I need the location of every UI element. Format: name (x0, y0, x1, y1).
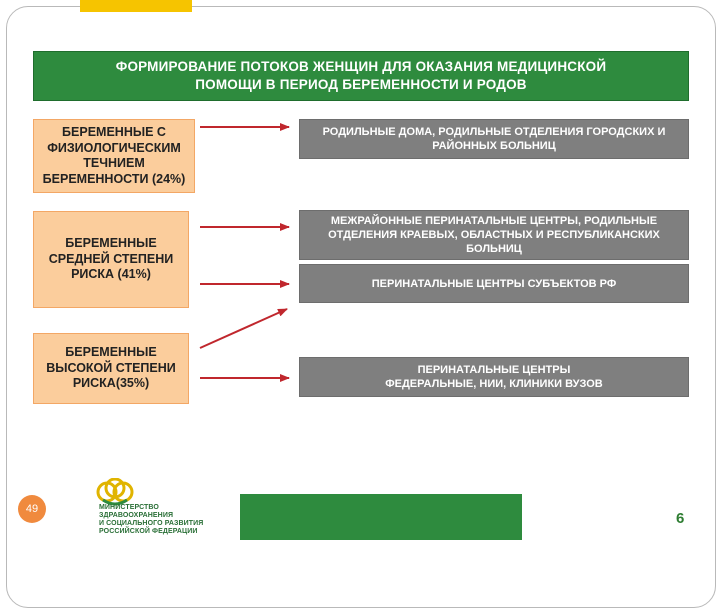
group-label: БЕРЕМЕННЫЕ ВЫСОКОЙ СТЕПЕНИ РИСКА(35%) (46, 345, 176, 391)
arrow-high-risk-to-regional (200, 309, 287, 348)
destination-label: РОДИЛЬНЫЕ ДОМА, РОДИЛЬНЫЕ ОТДЕЛЕНИЯ ГОРОДСКИХ И РАЙОННЫХ БОЛЬНИЦ (322, 126, 666, 152)
page-number-badge: 49 (18, 495, 46, 523)
destination-label: ПЕРИНАТАЛЬНЫЕ ЦЕНТРЫ ФЕДЕРАЛЬНЫЕ, НИИ, КЛИНИКИ ВУЗОВ (385, 364, 603, 390)
footer-green-bar (240, 494, 522, 540)
slide-title: ФОРМИРОВАНИЕ ПОТОКОВ ЖЕНЩИН ДЛЯ ОКАЗАНИЯ МЕДИЦИНСКОЙ ПОМОЩИ В ПЕРИОД БЕРЕМЕННОСТИ И РОДОВ (115, 59, 607, 92)
group-label: БЕРЕМЕННЫЕ СРЕДНЕЙ СТЕПЕНИ РИСКА (41%) (48, 236, 174, 282)
slide-number: 6 (676, 510, 685, 527)
ministry-name: МИНИСТЕРСТВО ЗДРАВООХРАНЕНИЯ И СОЦИАЛЬНОГО РАЗВИТИЯ РОССИЙСКОЙ ФЕДЕРАЦИИ (99, 504, 204, 535)
group-label: БЕРЕМЕННЫЕ С ФИЗИОЛОГИЧЕСКИМ ТЕЧНИЕМ БЕРЕМЕННОСТИ (24%) (42, 125, 186, 186)
destination-label: ПЕРИНАТАЛЬНЫЕ ЦЕНТРЫ СУБЪЕКТОВ РФ (371, 277, 617, 290)
destination-label: МЕЖРАЙОННЫЕ ПЕРИНАТАЛЬНЫЕ ЦЕНТРЫ, РОДИЛЬНЫЕ ОТДЕЛЕНИЯ КРАЕВЫХ, ОБЛАСТНЫХ И РЕСПУБЛИКАНСКИХ БОЛЬНИЦ (328, 215, 660, 255)
